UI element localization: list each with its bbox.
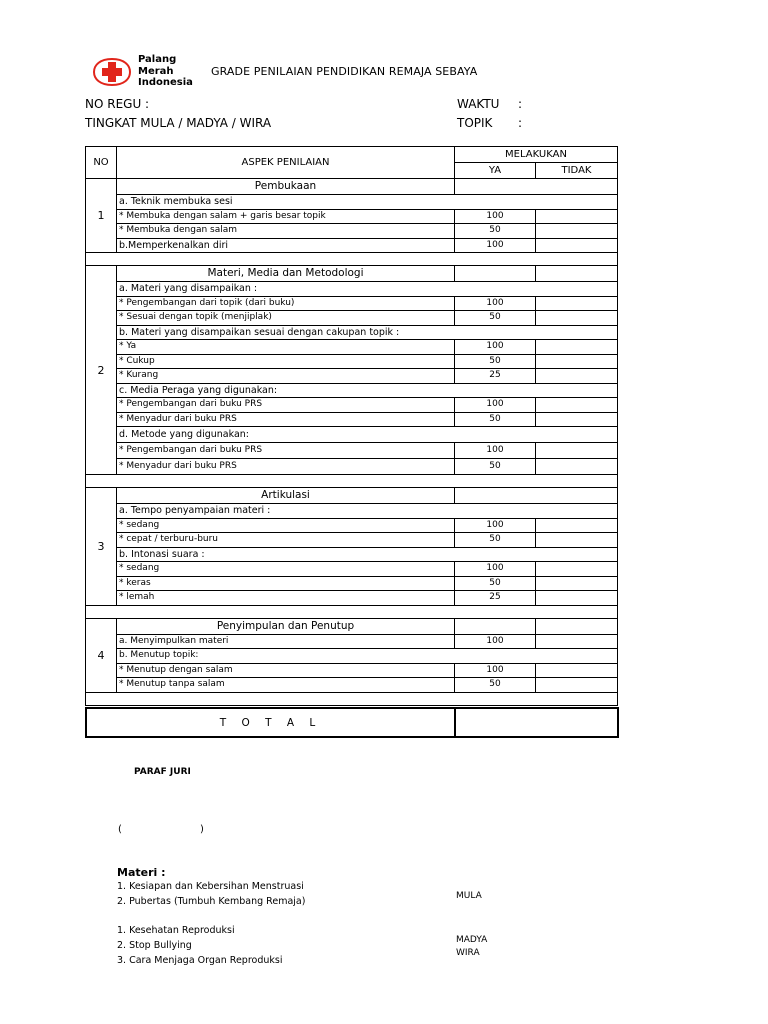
criteria-label: * Menyadur dari buku PRS (117, 412, 455, 427)
pmi-logo (92, 54, 202, 90)
header-melakukan: MELAKUKAN (455, 147, 618, 163)
table-row (86, 238, 618, 253)
tidak-cell[interactable] (536, 459, 618, 475)
tidak-cell[interactable] (536, 266, 618, 282)
table-row (86, 340, 618, 355)
tidak-cell[interactable] (536, 354, 618, 369)
subheading: b. Materi yang disampaikan sesuai dengan cakupan topik : (117, 325, 618, 340)
ya-score: 50 (455, 533, 536, 548)
tidak-cell[interactable] (536, 634, 618, 649)
ya-score: 50 (455, 224, 536, 239)
section-title-row (86, 266, 618, 282)
section-title-row (86, 179, 618, 195)
ya-score: 50 (455, 412, 536, 427)
subheading: a. Tempo penyampaian materi : (117, 504, 618, 519)
table-row (86, 383, 618, 398)
tidak-cell[interactable] (536, 296, 618, 311)
criteria-label: * Pengembangan dari buku PRS (117, 398, 455, 413)
topik-colon: : (518, 116, 523, 130)
table-row (86, 576, 618, 591)
table-row (86, 518, 618, 533)
table-row (86, 504, 618, 519)
row-number: 2 (86, 266, 117, 475)
table-row (86, 634, 618, 649)
paraf-juri-label: PARAF JURI (134, 767, 191, 777)
waktu-colon: : (518, 97, 523, 111)
criteria-label: * Sesuai dengan topik (menjiplak) (117, 311, 455, 326)
ya-score: 100 (455, 209, 536, 224)
section-title: Materi, Media dan Metodologi (117, 266, 455, 282)
criteria-label: * lemah (117, 591, 455, 606)
tidak-cell[interactable] (536, 311, 618, 326)
tidak-cell[interactable] (536, 562, 618, 577)
criteria-label: * keras (117, 576, 455, 591)
spacer-cell (86, 605, 618, 618)
signature-open-paren: ( (118, 824, 122, 835)
tidak-cell[interactable] (536, 369, 618, 384)
table-row (86, 427, 618, 443)
ya-score: 25 (455, 591, 536, 606)
ya-score: 25 (455, 369, 536, 384)
level-label-wira: WIRA (456, 948, 480, 958)
subheading: d. Metode yang digunakan: (117, 427, 618, 443)
table-row (86, 398, 618, 413)
section-title: Pembukaan (117, 179, 455, 195)
criteria-label: * sedang (117, 562, 455, 577)
table-row (86, 678, 618, 693)
tidak-cell[interactable] (536, 533, 618, 548)
assessment-table (85, 146, 618, 706)
ya-score: 100 (455, 296, 536, 311)
ya-score: 100 (455, 238, 536, 253)
spacer-row (86, 605, 618, 618)
criteria-label: * Menyadur dari buku PRS (117, 459, 455, 475)
ya-score: 100 (455, 663, 536, 678)
score-cell[interactable] (455, 488, 618, 504)
subheading: a. Materi yang disampaikan : (117, 282, 618, 297)
criteria-label: b.Memperkenalkan diri (117, 238, 455, 253)
tidak-cell[interactable] (536, 678, 618, 693)
subheading: c. Media Peraga yang digunakan: (117, 383, 618, 398)
table-row (86, 195, 618, 210)
criteria-label: * Menutup tanpa salam (117, 678, 455, 693)
table-row (86, 663, 618, 678)
criteria-label: * Kurang (117, 369, 455, 384)
ya-score: 50 (455, 459, 536, 475)
tidak-cell[interactable] (536, 209, 618, 224)
level-label-madya: MADYA (456, 935, 488, 945)
logo-text (138, 54, 193, 89)
table-row (86, 649, 618, 664)
materi-item: 2. Pubertas (Tumbuh Kembang Remaja) (117, 896, 306, 907)
spacer-row (86, 253, 618, 266)
criteria-label: * Membuka dengan salam + garis besar topik (117, 209, 455, 224)
subheading: a. Teknik membuka sesi (117, 195, 618, 210)
section-title-row (86, 618, 618, 634)
table-row (86, 209, 618, 224)
table-row (86, 547, 618, 562)
spacer-row (86, 475, 618, 488)
materi-item: 2. Stop Bullying (117, 940, 192, 951)
logo-line: Merah (138, 65, 174, 77)
logo-line: Indonesia (138, 77, 193, 88)
criteria-label: * Cukup (117, 354, 455, 369)
tidak-cell[interactable] (536, 518, 618, 533)
table-header-row (86, 147, 618, 163)
ya-score: 100 (455, 634, 536, 649)
row-number: 1 (86, 179, 117, 253)
logo-line: Palang (138, 54, 177, 65)
no-regu-field: NO REGU : (85, 97, 150, 111)
ya-score: 100 (455, 340, 536, 355)
topik-label: TOPIK (457, 116, 493, 130)
ya-cell[interactable] (455, 618, 536, 634)
criteria-label: a. Menyimpulkan materi (117, 634, 455, 649)
table-row (86, 282, 618, 297)
materi-heading: Materi : (117, 866, 166, 879)
table-row (86, 443, 618, 459)
criteria-label: * Pengembangan dari topik (dari buku) (117, 296, 455, 311)
ya-score: 50 (455, 576, 536, 591)
table-row (86, 354, 618, 369)
tidak-cell[interactable] (536, 224, 618, 239)
criteria-label: * Ya (117, 340, 455, 355)
document-title: GRADE PENILAIAN PENDIDIKAN REMAJA SEBAYA (211, 65, 478, 78)
materi-item: 1. Kesehatan Reproduksi (117, 925, 235, 936)
subheading: b. Menutup topik: (117, 649, 618, 664)
table-row (86, 412, 618, 427)
criteria-label: * Pengembangan dari buku PRS (117, 443, 455, 459)
materi-item: 1. Kesiapan dan Kebersihan Menstruasi (117, 881, 304, 892)
ya-score: 50 (455, 678, 536, 693)
ya-score: 100 (455, 518, 536, 533)
tidak-cell[interactable] (536, 238, 618, 253)
table-row (86, 369, 618, 384)
total-label: T O T A L (86, 708, 455, 737)
table-row (86, 296, 618, 311)
ya-score: 100 (455, 398, 536, 413)
spacer-cell (86, 253, 618, 266)
header-no: NO (86, 147, 117, 179)
table-row (86, 591, 618, 606)
header-tidak: TIDAK (536, 163, 618, 179)
table-row (86, 325, 618, 340)
red-cross-icon (92, 57, 132, 87)
tingkat-field: TINGKAT MULA / MADYA / WIRA (85, 116, 272, 130)
spacer-row (86, 692, 618, 705)
row-number: 4 (86, 618, 117, 692)
header-ya: YA (455, 163, 536, 179)
row-number: 3 (86, 488, 117, 606)
table-row (86, 459, 618, 475)
ya-score: 50 (455, 354, 536, 369)
table-row (86, 562, 618, 577)
tidak-cell[interactable] (536, 398, 618, 413)
header-aspek: ASPEK PENILAIAN (117, 147, 455, 179)
table-row (86, 224, 618, 239)
spacer-cell (86, 692, 618, 705)
table-row (86, 533, 618, 548)
level-label-mula: MULA (456, 891, 482, 901)
ya-score: 50 (455, 311, 536, 326)
subheading: b. Intonasi suara : (117, 547, 618, 562)
table-row (86, 311, 618, 326)
criteria-label: * Menutup dengan salam (117, 663, 455, 678)
tidak-cell[interactable] (536, 591, 618, 606)
total-table (85, 707, 619, 738)
tidak-cell[interactable] (536, 576, 618, 591)
criteria-label: * cepat / terburu-buru (117, 533, 455, 548)
tidak-cell[interactable] (536, 618, 618, 634)
ya-score: 100 (455, 562, 536, 577)
tidak-cell[interactable] (536, 412, 618, 427)
ya-score: 100 (455, 443, 536, 459)
tidak-cell[interactable] (536, 663, 618, 678)
section-title: Artikulasi (117, 488, 455, 504)
score-cell[interactable] (455, 179, 618, 195)
criteria-label: * Membuka dengan salam (117, 224, 455, 239)
waktu-label: WAKTU (457, 97, 500, 111)
tidak-cell[interactable] (536, 340, 618, 355)
total-row (86, 708, 618, 737)
signature-close-paren: ) (200, 824, 204, 835)
criteria-label: * sedang (117, 518, 455, 533)
materi-item: 3. Cara Menjaga Organ Reproduksi (117, 955, 283, 966)
section-title-row (86, 488, 618, 504)
total-value-cell[interactable] (455, 708, 618, 737)
ya-cell[interactable] (455, 266, 536, 282)
section-title: Penyimpulan dan Penutup (117, 618, 455, 634)
tidak-cell[interactable] (536, 443, 618, 459)
spacer-cell (86, 475, 618, 488)
